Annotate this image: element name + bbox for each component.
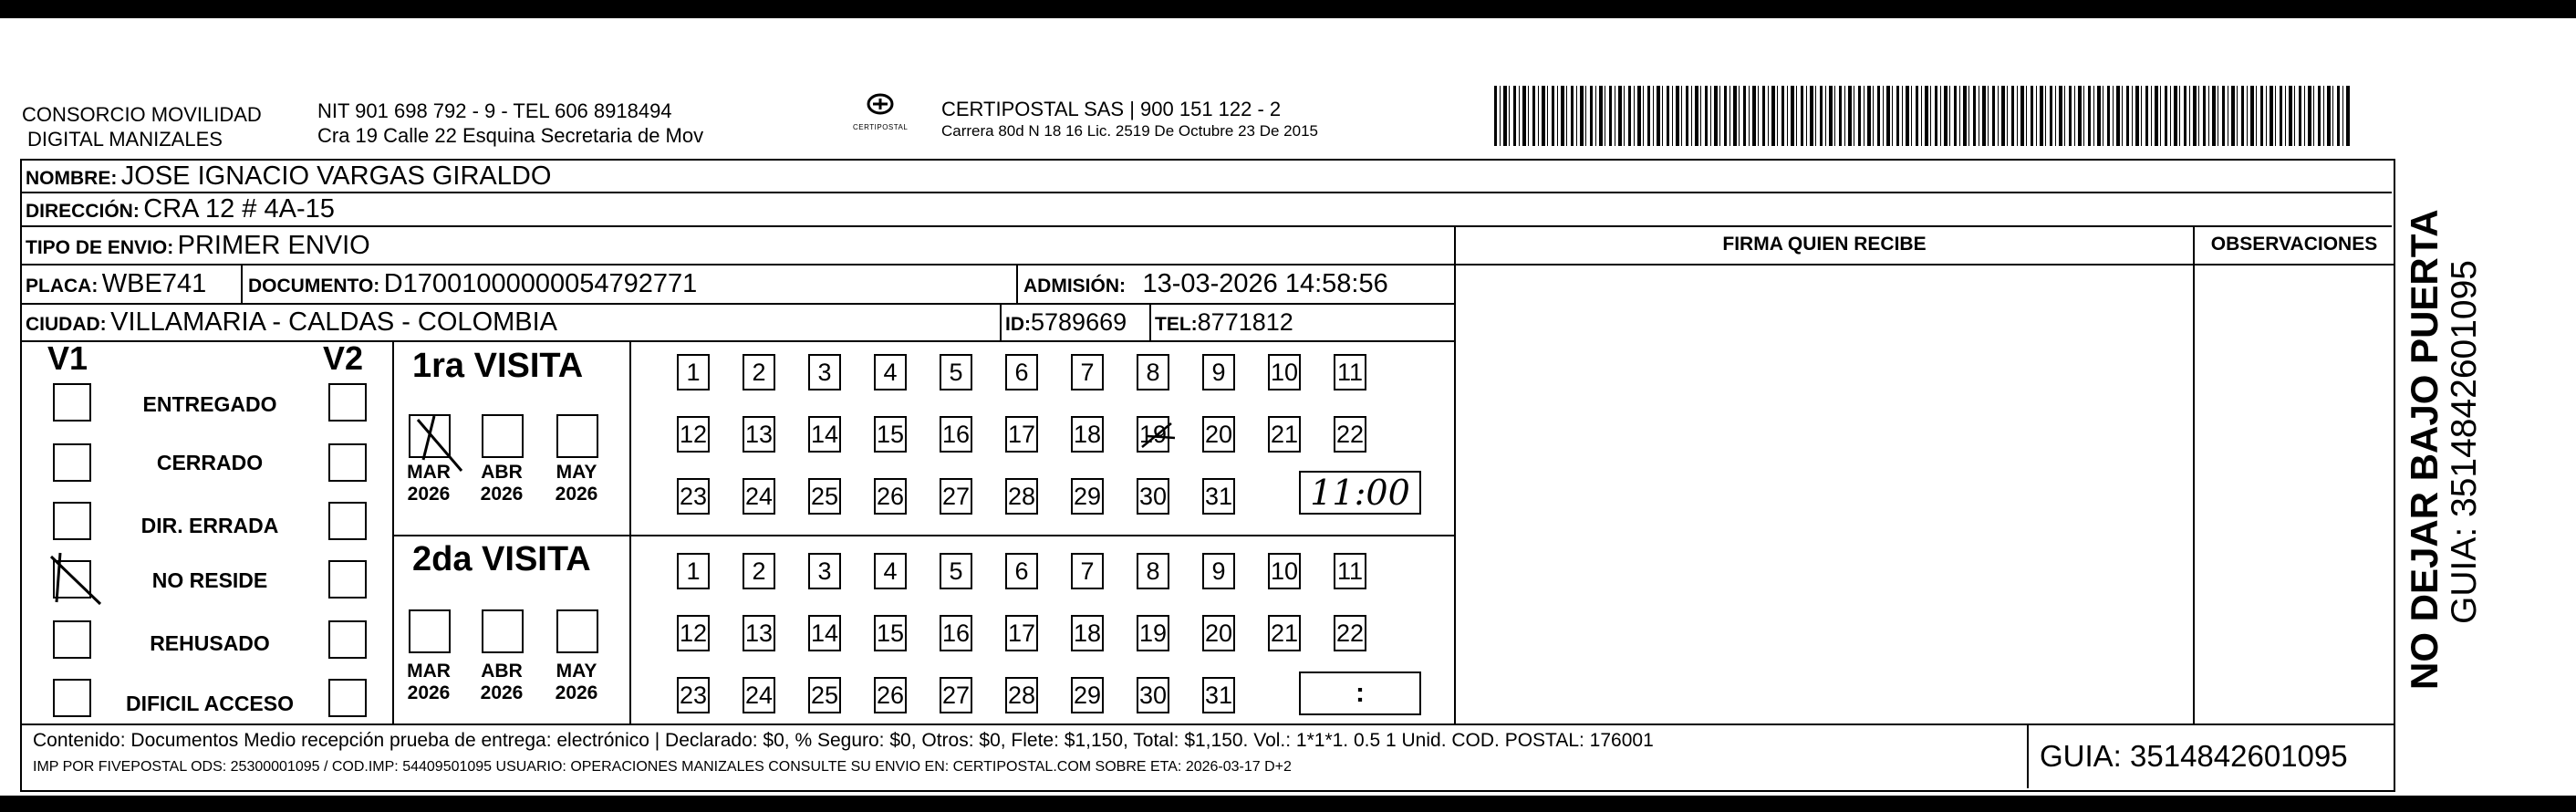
visita-2-day-22[interactable]: 22 (1334, 615, 1366, 651)
status-cerrado: CERRADO (156, 451, 264, 474)
status-rehusado: REHUSADO (150, 631, 270, 655)
visita-1-may-label: MAY 2026 (555, 462, 598, 505)
visita-1-day-25[interactable]: 25 (808, 478, 841, 515)
tipo-envio-value: PRIMER ENVIO (177, 231, 370, 260)
visita-2-day-8[interactable]: 8 (1137, 553, 1169, 589)
visita-1-time[interactable]: 11:00 (1299, 471, 1421, 515)
barcode (1494, 86, 2350, 146)
visita-1-day-29[interactable]: 29 (1071, 478, 1104, 515)
status-no-reside: NO RESIDE (151, 568, 268, 592)
ciudad-value: VILLAMARIA - CALDAS - COLOMBIA (110, 307, 558, 337)
visita-2-day-15[interactable]: 15 (874, 615, 907, 651)
visita-1-day-18[interactable]: 18 (1071, 416, 1104, 453)
visita-1-month-may[interactable] (556, 414, 598, 458)
v1-header: V1 (47, 339, 88, 377)
visita-1-day-4[interactable]: 4 (874, 354, 907, 390)
visita-2-day-7[interactable]: 7 (1071, 553, 1104, 589)
v1-checkbox-entregado[interactable] (53, 383, 91, 422)
visita-1-day-1[interactable]: 1 (677, 354, 710, 390)
visita-1-day-22[interactable]: 22 (1334, 416, 1366, 453)
v2-checkbox-dir-errada[interactable] (328, 502, 367, 540)
admision-value: 13-03-2026 14:58:56 (1142, 269, 1388, 298)
v2-checkbox-entregado[interactable] (328, 383, 367, 422)
certipostal-logo: CERTIPOSTAL (853, 91, 908, 146)
visita-2-day-17[interactable]: 17 (1005, 615, 1038, 651)
check-mark-icon (1138, 418, 1175, 454)
admision-field: ADMISIÓN: 13-03-2026 14:58:56 (1023, 269, 1388, 298)
visita-1-day-3[interactable]: 3 (808, 354, 841, 390)
visita-1-day-31[interactable]: 31 (1202, 478, 1235, 515)
v2-checkbox-cerrado[interactable] (328, 443, 367, 482)
visita-2-day-6[interactable]: 6 (1005, 553, 1038, 589)
visita-1-day-7[interactable]: 7 (1071, 354, 1104, 390)
visita-2-day-12[interactable]: 12 (677, 615, 710, 651)
visita-2-day-11[interactable]: 11 (1334, 553, 1366, 589)
visita-1-day-5[interactable]: 5 (940, 354, 972, 390)
visita-2-time[interactable]: : (1299, 671, 1421, 715)
visita-1-day-13[interactable]: 13 (743, 416, 775, 453)
v1-checkbox-dir-errada[interactable] (53, 502, 91, 540)
top-black-border (0, 0, 2576, 18)
tipo-envio-row: TIPO DE ENVIO: PRIMER ENVIO (26, 231, 370, 260)
documento-field: DOCUMENTO: D17001000000054792771 (248, 269, 698, 298)
visita-1-day-17[interactable]: 17 (1005, 416, 1038, 453)
visita-2-day-3[interactable]: 3 (808, 553, 841, 589)
visita-2-day-14[interactable]: 14 (808, 615, 841, 651)
visita-1-day-27[interactable]: 27 (940, 478, 972, 515)
direccion-value: CRA 12 # 4A-15 (143, 194, 335, 224)
tel-field: TEL:8771812 (1155, 308, 1293, 336)
visita-1-day-30[interactable]: 30 (1137, 478, 1169, 515)
v1-checkbox-no-reside[interactable] (53, 560, 91, 599)
visita-2-day-31[interactable]: 31 (1202, 677, 1235, 713)
status-dir-errada: DIR. ERRADA (140, 514, 279, 537)
visita-2-month-abr[interactable] (482, 609, 524, 653)
id-value: 5789669 (1031, 308, 1127, 336)
visita-2-day-16[interactable]: 16 (940, 615, 972, 651)
sender-details: NIT 901 698 792 - 9 - TEL 606 8918494 Cra 19 Calle 22 Esquina Secretaria de Mov (317, 99, 704, 147)
visita-1-day-11[interactable]: 11 (1334, 354, 1366, 390)
visita-2-month-may[interactable] (556, 609, 598, 653)
visita-1-day-2[interactable]: 2 (743, 354, 775, 390)
visita-1-month-mar[interactable] (409, 414, 451, 458)
bottom-black-border (0, 796, 2576, 812)
visita-2-day-26[interactable]: 26 (874, 677, 907, 713)
visita-2-day-10[interactable]: 10 (1268, 553, 1301, 589)
v1-checkbox-dificil-acceso[interactable] (53, 679, 91, 717)
visita-2-month-mar[interactable] (409, 609, 451, 653)
visita-1-day-10[interactable]: 10 (1268, 354, 1301, 390)
visita-2-day-5[interactable]: 5 (940, 553, 972, 589)
carrier-details: CERTIPOSTAL SAS | 900 151 122 - 2 Carrera 80d N 18 16 Lic. 2519 De Octubre 23 De 2015 (941, 98, 1318, 140)
v2-checkbox-dificil-acceso[interactable] (328, 679, 367, 717)
visita-1-day-20[interactable]: 20 (1202, 416, 1235, 453)
visita-2-day-27[interactable]: 27 (940, 677, 972, 713)
visita-1-mar-label: MAR 2026 (407, 462, 451, 505)
visita-2-day-21[interactable]: 21 (1268, 615, 1301, 651)
placa-value: WBE741 (101, 269, 207, 298)
contenido-text: Contenido: Documentos Medio recepción prueba de entrega: electrónico | Declarado: $0, % Seguro: $0, Otros: $0, Flete: $1,150, Total: $1,150. Vol.: 1*1*1. 0.5 1 Unid. COD. POSTAL: 176001 (33, 730, 1654, 751)
visita-1-day-24[interactable]: 24 (743, 478, 775, 515)
visita-1-day-12[interactable]: 12 (677, 416, 710, 453)
visita-1-day-28[interactable]: 28 (1005, 478, 1038, 515)
firma-header: FIRMA QUIEN RECIBE (1722, 234, 1927, 255)
observaciones-header: OBSERVACIONES (2210, 234, 2378, 255)
visita-1-day-6[interactable]: 6 (1005, 354, 1038, 390)
v2-checkbox-rehusado[interactable] (328, 620, 367, 659)
visita-2-day-19[interactable]: 19 (1137, 615, 1169, 651)
visita-2-day-18[interactable]: 18 (1071, 615, 1104, 651)
visita-2-day-29[interactable]: 29 (1071, 677, 1104, 713)
tel-value: 8771812 (1197, 308, 1293, 336)
check-mark-icon (410, 416, 449, 456)
v1-checkbox-rehusado[interactable] (53, 620, 91, 659)
visita-2-day-30[interactable]: 30 (1137, 677, 1169, 713)
footer-guia: GUIA: 3514842601095 (2040, 739, 2348, 773)
ciudad-field: CIUDAD: VILLAMARIA - CALDAS - COLOMBIA (26, 307, 558, 337)
visita-1-day-23[interactable]: 23 (677, 478, 710, 515)
visita-1-day-8[interactable]: 8 (1137, 354, 1169, 390)
visita-1-abr-label: ABR 2026 (480, 462, 524, 505)
visita-1-day-26[interactable]: 26 (874, 478, 907, 515)
check-mark-icon (55, 562, 89, 597)
id-field: ID:5789669 (1005, 308, 1127, 336)
v1-checkbox-cerrado[interactable] (53, 443, 91, 482)
nombre-row: NOMBRE: JOSE IGNACIO VARGAS GIRALDO (26, 161, 552, 191)
side-guia: GUIA: 3514842601095 (2445, 260, 2484, 624)
status-dificil-acceso: DIFICIL ACCESO (125, 692, 294, 715)
sender-name: CONSORCIO MOVILIDAD DIGITAL MANIZALES (22, 103, 262, 151)
visita-1-day-19[interactable]: 19 (1137, 416, 1169, 453)
placa-field: PLACA: WBE741 (26, 269, 207, 298)
v2-header: V2 (323, 339, 364, 377)
visita-2-day-9[interactable]: 9 (1202, 553, 1235, 589)
direccion-row: DIRECCIÓN: CRA 12 # 4A-15 (26, 194, 335, 224)
visita-1-day-16[interactable]: 16 (940, 416, 972, 453)
visita-2-day-2[interactable]: 2 (743, 553, 775, 589)
v2-checkbox-no-reside[interactable] (328, 560, 367, 599)
visita-2-title: 2da VISITA (412, 540, 591, 578)
visita-1-day-9[interactable]: 9 (1202, 354, 1235, 390)
visita-2-day-25[interactable]: 25 (808, 677, 841, 713)
visita-2-day-20[interactable]: 20 (1202, 615, 1235, 651)
visita-1-title: 1ra VISITA (412, 347, 584, 385)
visita-1-month-abr[interactable] (482, 414, 524, 458)
visita-2-day-24[interactable]: 24 (743, 677, 775, 713)
visita-1-day-14[interactable]: 14 (808, 416, 841, 453)
no-dejar-bajo-puerta: NO DEJAR BAJO PUERTA (2403, 209, 2446, 690)
visita-2-day-28[interactable]: 28 (1005, 677, 1038, 713)
status-entregado: ENTREGADO (142, 392, 277, 416)
visita-2-day-23[interactable]: 23 (677, 677, 710, 713)
visita-1-day-15[interactable]: 15 (874, 416, 907, 453)
visita-2-mar-label: MAR 2026 (407, 661, 451, 703)
visita-2-may-label: MAY 2026 (555, 661, 598, 703)
visita-1-day-21[interactable]: 21 (1268, 416, 1301, 453)
visita-2-abr-label: ABR 2026 (480, 661, 524, 703)
documento-value: D17001000000054792771 (383, 269, 698, 298)
visita-2-day-13[interactable]: 13 (743, 615, 775, 651)
visita-2-day-4[interactable]: 4 (874, 553, 907, 589)
imp-text: IMP POR FIVEPOSTAL ODS: 25300001095 / COD.IMP: 54409501095 USUARIO: OPERACIONES MANIZALES CONSULTE SU ENVIO EN: CERTIPOSTAL.COM SOBRE ETA: 2026-03-17 D+2 (33, 759, 1292, 775)
nombre-value: JOSE IGNACIO VARGAS GIRALDO (120, 161, 552, 191)
visita-2-day-1[interactable]: 1 (677, 553, 710, 589)
